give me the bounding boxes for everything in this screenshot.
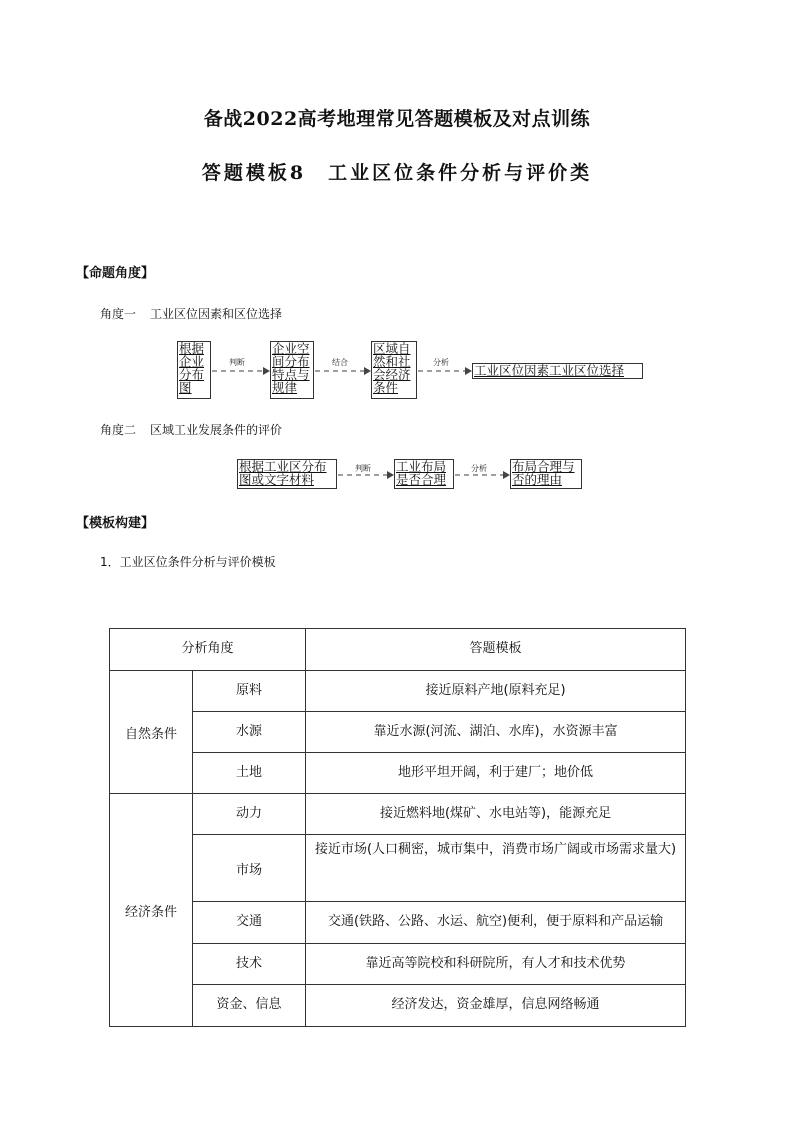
flow1-arrow-label-3: 分析 (433, 358, 449, 367)
template-cell: 接近市场(人口稠密，城市集中，消费市场广阔或市场需求量大) (306, 835, 686, 902)
flow2-box-1: 根据工业区分布图或文字材料 (237, 459, 337, 489)
section-heading-mingti: 【命题角度】 (76, 266, 155, 281)
document-subtitle: 答题模板8 工业区位条件分析与评价类 (201, 162, 593, 184)
flow2-arrows (0, 440, 794, 500)
flow1-arrow-label-2: 结合 (332, 358, 348, 367)
flow1-arrows (0, 0, 794, 420)
template-cell: 地形平坦开阔，利于建厂；地价低 (306, 753, 686, 794)
template-cell: 接近原料产地(原料充足) (306, 671, 686, 712)
flow1-box-2: 企业空间分布特点与规律 (270, 341, 314, 399)
table-row (110, 902, 686, 944)
template-table (109, 628, 686, 1027)
flow1-arrow-label-1: 判断 (229, 358, 245, 367)
flow2-box-3: 布局合理与否的理由 (510, 459, 582, 489)
factor-cell: 资金、信息 (193, 985, 306, 1027)
header-answer-template: 答题模板 (306, 629, 686, 671)
flow2-arrowhead-1 (387, 471, 394, 479)
table-row (110, 712, 686, 753)
document-title: 备战2022高考地理常见答题模板及对点训练 (203, 108, 591, 130)
template-cell: 靠近高等院校和科研院所，有人才和技术优势 (306, 944, 686, 985)
table-header-row (110, 629, 686, 671)
factor-cell: 市场 (193, 835, 306, 902)
table-row (110, 944, 686, 985)
group-economic: 经济条件 (110, 794, 193, 1027)
template-cell: 靠近水源(河流、湖泊、水库)，水资源丰富 (306, 712, 686, 753)
flow1-box-1: 根据企业分布图 (177, 341, 211, 399)
group-natural: 自然条件 (110, 671, 193, 794)
angle-two-heading (100, 421, 296, 438)
flow2-box-2: 工业布局是否合理 (394, 459, 454, 489)
angle-two-text: 区域工业发展条件的评价 (150, 423, 283, 437)
flow1-arrowhead-1 (263, 367, 270, 375)
item-heading: 1．工业区位条件分析与评价模板 (100, 555, 276, 569)
table-row (110, 671, 686, 712)
header-analysis-angle: 分析角度 (110, 629, 306, 671)
flow2-arrowhead-2 (503, 471, 510, 479)
template-cell: 交通(铁路、公路、水运、航空)便利，便于原料和产品运输 (306, 902, 686, 944)
table-row (110, 753, 686, 794)
factor-cell: 技术 (193, 944, 306, 985)
table-row (110, 835, 686, 902)
factor-cell: 交通 (193, 902, 306, 944)
angle-one-label: 角度一 (100, 307, 137, 321)
factor-cell: 动力 (193, 794, 306, 835)
flow1-box-4: 工业区位因素工业区位选择 (472, 363, 643, 379)
table-row (110, 794, 686, 835)
template-cell: 经济发达，资金雄厚，信息网络畅通 (306, 985, 686, 1027)
section-heading-moban: 【模板构建】 (76, 516, 155, 531)
flow2-arrow-label-2: 分析 (471, 464, 487, 473)
factor-cell: 原料 (193, 671, 306, 712)
flow1-box-3: 区域自然和社会经济条件 (371, 341, 417, 399)
flow2-arrow-label-1: 判断 (355, 464, 371, 473)
template-cell: 接近燃料地(煤矿、水电站等)，能源充足 (306, 794, 686, 835)
angle-one-text: 工业区位因素和区位选择 (150, 307, 283, 321)
flow1-arrowhead-2 (364, 367, 371, 375)
table-row (110, 985, 686, 1027)
factor-cell: 土地 (193, 753, 306, 794)
angle-two-label: 角度二 (100, 423, 137, 437)
factor-cell: 水源 (193, 712, 306, 753)
flow1-arrowhead-3 (465, 367, 472, 375)
